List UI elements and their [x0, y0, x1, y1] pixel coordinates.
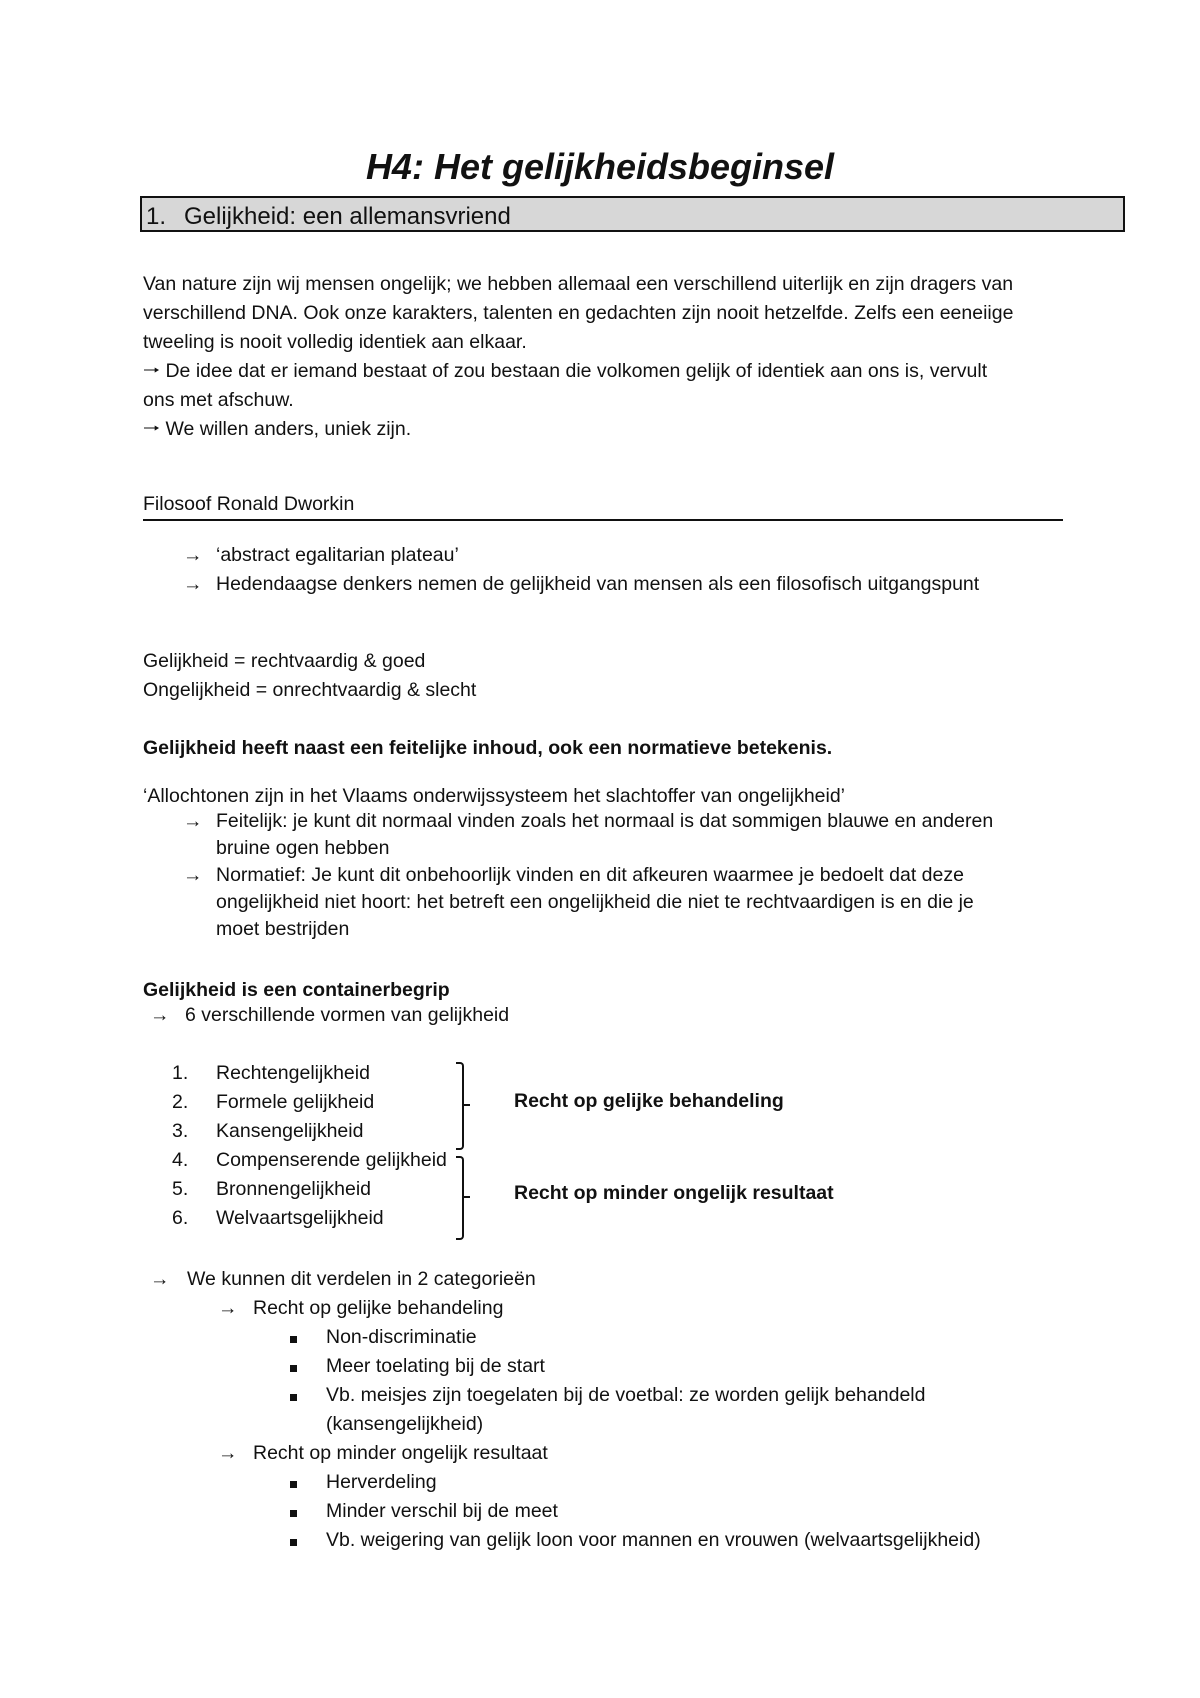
arrow-icon: →	[150, 1004, 170, 1026]
intro-line: ons met afschuw.	[143, 389, 294, 411]
arrow-icon: →	[218, 1297, 238, 1319]
heading-rule	[143, 519, 1063, 521]
group-label: Recht op minder ongelijk resultaat	[514, 1182, 834, 1204]
intro-line: Van nature zijn wij mensen ongelijk; we hebben allemaal een verschillend uiterlijk en zijn dragers van	[143, 273, 1014, 295]
bullet-icon	[290, 1365, 297, 1372]
normative-heading: Gelijkheid heeft naast een feitelijke inhoud, ook een normatieve betekenis.	[143, 737, 833, 759]
form-number: 1.	[172, 1062, 189, 1084]
group-label: Recht op gelijke behandeling	[514, 1090, 784, 1112]
category-item: Herverdeling	[326, 1471, 437, 1493]
dworkin-item: Hedendaagse denkers nemen de gelijkheid van mensen als een filosofisch uitgangspunt	[216, 573, 980, 595]
arrow-icon: →	[218, 1442, 238, 1464]
bullet-icon	[290, 1481, 297, 1488]
normative-item: bruine ogen hebben	[216, 837, 390, 859]
bullet-icon	[290, 1510, 297, 1517]
section-heading: Gelijkheid: een allemansvriend	[184, 203, 511, 230]
category-item: Vb. meisjes zijn toegelaten bij de voetbal: ze worden gelijk behandeld	[326, 1384, 926, 1406]
form-label: Compenserende gelijkheid	[216, 1149, 447, 1171]
normative-quote: ‘Allochtonen zijn in het Vlaams onderwijssysteem het slachtoffer van ongelijkheid’	[143, 785, 846, 807]
dworkin-item: ‘abstract egalitarian plateau’	[216, 544, 459, 566]
section-heading-box	[140, 196, 1125, 232]
arrow-icon: 🠒	[143, 418, 161, 440]
intro-line	[143, 357, 987, 386]
section-number: 1.	[146, 203, 167, 230]
normative-item: Feitelijk: je kunt dit normaal vinden zoals het normaal is dat sommigen blauwe en anderen	[216, 810, 994, 832]
normative-item: Normatief: Je kunt dit onbehoorlijk vinden en dit afkeuren waarmee je bedoelt dat deze	[216, 864, 964, 886]
bracket-group-1	[456, 1062, 464, 1150]
normative-item: moet bestrijden	[216, 918, 350, 940]
equation-line: Gelijkheid = rechtvaardig & goed	[143, 650, 426, 672]
form-number: 4.	[172, 1149, 189, 1171]
form-label: Formele gelijkheid	[216, 1091, 375, 1113]
category-item: Non-discriminatie	[326, 1326, 477, 1348]
category-item: Meer toelating bij de start	[326, 1355, 545, 1377]
category-title: Recht op gelijke behandeling	[253, 1297, 504, 1319]
bracket-tick	[464, 1104, 470, 1106]
bracket-group-2	[456, 1156, 464, 1240]
form-label: Kansengelijkheid	[216, 1120, 364, 1142]
form-label: Welvaartsgelijkheid	[216, 1207, 384, 1229]
equation-line: Ongelijkheid = onrechtvaardig & slecht	[143, 679, 477, 701]
intro-line-text: We willen anders, uniek zijn.	[165, 418, 412, 440]
bracket-tick	[464, 1196, 470, 1198]
intro-line-text: De idee dat er iemand bestaat of zou bestaan die volkomen gelijk of identiek aan ons is, vervult	[165, 360, 988, 382]
category-item: (kansengelijkheid)	[326, 1413, 484, 1435]
form-number: 5.	[172, 1178, 189, 1200]
arrow-icon: →	[183, 573, 203, 595]
form-number: 3.	[172, 1120, 189, 1142]
bullet-icon	[290, 1336, 297, 1343]
arrow-icon: →	[183, 864, 203, 886]
category-item: Minder verschil bij de meet	[326, 1500, 558, 1522]
page-title: H4: Het gelijkheidsbeginsel	[365, 146, 835, 187]
form-number: 2.	[172, 1091, 189, 1113]
container-sub: 6 verschillende vormen van gelijkheid	[185, 1004, 510, 1026]
category-title: Recht op minder ongelijk resultaat	[253, 1442, 548, 1464]
arrow-icon: →	[183, 544, 203, 566]
bullet-icon	[290, 1539, 297, 1546]
form-label: Bronnengelijkheid	[216, 1178, 372, 1200]
form-label: Rechtengelijkheid	[216, 1062, 370, 1084]
intro-line: verschillend DNA. Ook onze karakters, talenten en gedachten zijn nooit hetzelfde. Zelfs een eeneiige	[143, 302, 1014, 324]
arrow-icon: →	[150, 1268, 170, 1290]
arrow-icon: →	[183, 810, 203, 832]
form-number: 6.	[172, 1207, 189, 1229]
intro-line	[143, 415, 411, 444]
bullet-icon	[290, 1394, 297, 1401]
normative-item: ongelijkheid niet hoort: het betreft een ongelijkheid die niet te rechtvaardigen is en die je	[216, 891, 974, 913]
category-item: Vb. weigering van gelijk loon voor mannen en vrouwen (welvaartsgelijkheid)	[326, 1529, 981, 1551]
categories-intro: We kunnen dit verdelen in 2 categorieën	[187, 1268, 536, 1290]
arrow-icon: 🠒	[143, 360, 161, 382]
container-heading: Gelijkheid is een containerbegrip	[143, 979, 450, 1001]
dworkin-heading: Filosoof Ronald Dworkin	[143, 493, 355, 515]
intro-line: tweeling is nooit volledig identiek aan elkaar.	[143, 331, 527, 353]
